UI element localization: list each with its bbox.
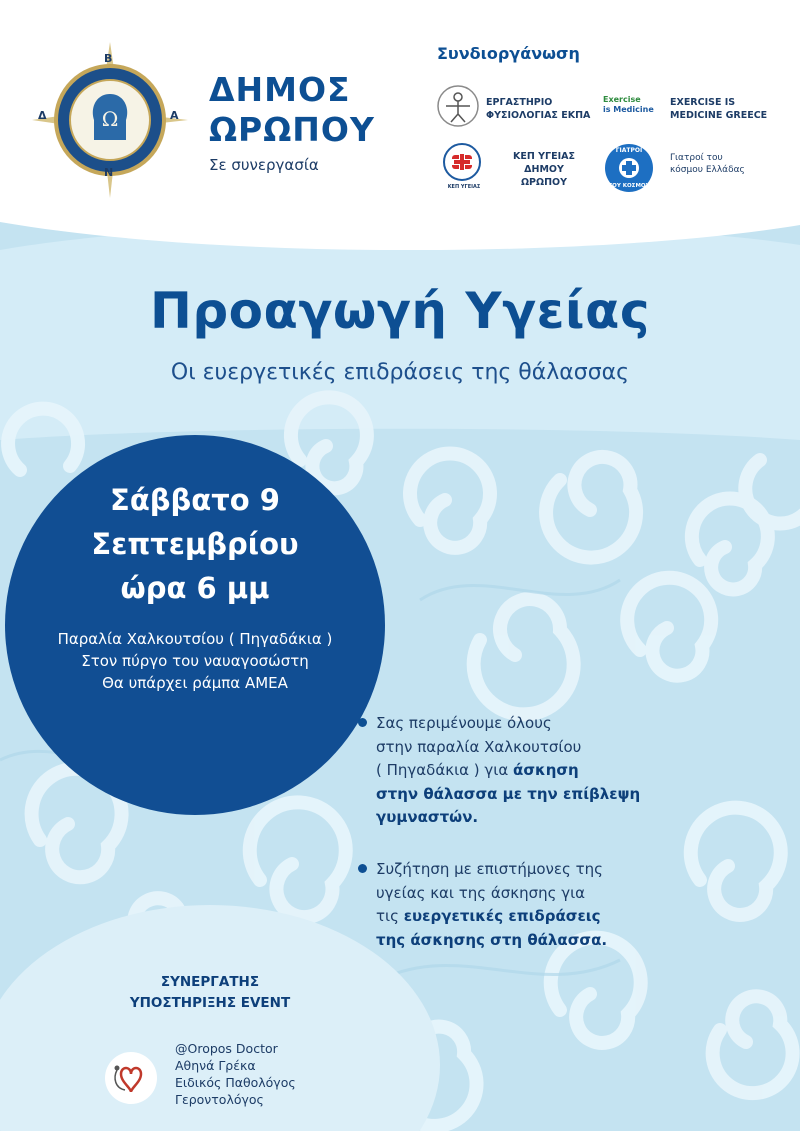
municipality-name-line1: ΔΗΜΟΣ: [209, 70, 351, 109]
bullet-line: [376, 712, 716, 736]
bullet-line-bold: άσκηση: [513, 761, 579, 779]
oropos-doctor-logo-icon: [103, 1050, 159, 1106]
sponsor-specialty-2: Γεροντολόγος: [175, 1092, 264, 1107]
event-day: Σάββατο 9: [110, 483, 280, 517]
event-time: ώρα 6 μμ: [120, 571, 270, 605]
partner-physiology-lab-text: [486, 96, 590, 122]
partner-line: ΔΗΜΟΥ ΩΡΩΠΟΥ: [520, 164, 568, 188]
doctors-logo-caption-2: [603, 183, 655, 190]
bullet-line: [376, 759, 716, 783]
partner-line: MEDICINE GREECE: [670, 110, 768, 121]
coorganization-title: Συνδιοργάνωση: [437, 44, 580, 63]
partner-line: κόσμου Ελλάδας: [670, 165, 745, 175]
sponsor-handle: @Oropos Doctor: [175, 1041, 278, 1056]
bullet-dot: [358, 718, 367, 727]
bullet-line: [376, 783, 716, 807]
bullet-line-bold: ευεργετικές επιδράσεις: [403, 907, 601, 925]
bullet-text: [376, 712, 716, 830]
bullet-line-plain: Συζήτηση με επιστήμονες της: [376, 860, 603, 878]
bullet-line-plain: στην παραλία Χαλκουτσίου: [376, 737, 582, 756]
partner-line: ΦΥΣΙΟΛΟΓΙΑΣ ΕΚΠΑ: [486, 110, 591, 121]
logo-word: Exercise: [603, 95, 641, 104]
seal-letter-left: Δ: [38, 109, 47, 122]
bullet-line-plain: τις: [376, 907, 404, 925]
logo-word: ΤΟΥ ΚΟΣΜΟΥ: [608, 183, 650, 189]
kep-logo-caption: [442, 184, 486, 190]
municipality-name-line2: ΩΡΩΠΟΥ: [209, 110, 375, 149]
event-location-line1: Παραλία Χαλκουτσίου ( Πηγαδάκια ): [57, 630, 333, 648]
event-location-line2: Στον πύργο του ναυαγοσώστη: [81, 652, 309, 670]
bullet-dot: [358, 864, 367, 873]
seal-letter-top: Β: [104, 52, 113, 65]
bullet-line-plain: υγείας και της άσκησης για: [376, 883, 586, 902]
sponsor-label-line: ΥΠΟΣΤΗΡΙΞΗΣ EVENT: [129, 995, 291, 1011]
event-location-line3: Θα υπάρχει ράμπα ΑΜΕΑ: [102, 674, 288, 692]
logo-word: ΥΓΕΙΑΣ: [460, 184, 481, 190]
bullet-line-bold: στην θάλασσα με την επίβλεψη: [376, 784, 641, 803]
partner-line: ΚΕΠ ΥΓΕΙΑΣ: [513, 151, 575, 162]
svg-text:Ω: Ω: [101, 107, 119, 131]
logo-word: ΓΙΑΤΡΟΙ: [615, 147, 643, 154]
partner-doctors-of-the-world-text: [670, 152, 745, 176]
physiology-lab-logo-icon: [436, 84, 480, 128]
sponsor-label-line: ΣΥΝΕΡΓΑΤΗΣ: [160, 974, 260, 990]
logo-word: is Medicine: [603, 105, 654, 114]
bullet-text: [376, 858, 716, 952]
bullet-line-bold: γυμναστών.: [376, 808, 479, 826]
sponsor-name: Αθηνά Γρέκα: [175, 1058, 256, 1073]
bullet-line: [376, 736, 716, 760]
poster-subtitle: Οι ευεργετικές επιδράσεις της θάλασσας: [170, 360, 630, 385]
sponsor-specialty: Ειδικός Παθολόγος: [175, 1075, 296, 1090]
sponsor-label: [100, 972, 320, 1014]
exercise-is-medicine-logo-icon: [603, 95, 659, 115]
logo-word: ΚΕΠ: [447, 184, 460, 190]
bullet-line: [376, 806, 716, 830]
bullet-line: [376, 858, 716, 882]
bullet-line: [376, 929, 716, 953]
bullet-line-plain: Σας περιμένουμε όλους: [376, 714, 552, 732]
bullet-line-plain: ( Πηγαδάκια ) για: [376, 761, 514, 779]
bullet-line: [376, 905, 716, 929]
partner-line: ΕΡΓΑΣΤΗΡΙΟ: [486, 97, 553, 108]
partner-kep-health-text: [504, 150, 584, 189]
in-cooperation-label: Σε συνεργασία: [209, 156, 319, 174]
seal-letter-bottom: Ν: [104, 166, 114, 179]
bullet-line: [376, 882, 716, 906]
partner-line: Γιατροί του: [670, 153, 723, 163]
sponsor-info: [175, 1040, 375, 1108]
kep-health-logo-icon: [438, 142, 486, 186]
event-date-circle: [5, 435, 385, 815]
partner-line: EXERCISE IS: [670, 97, 736, 108]
partner-exercise-is-medicine-text: [670, 96, 767, 122]
bullet-line-bold: της άσκησης στη θάλασσα.: [376, 930, 608, 949]
seal-letter-right: Α: [170, 109, 179, 122]
poster-title: Προαγωγή Υγείας: [150, 282, 650, 340]
doctors-logo-caption: [603, 147, 655, 154]
event-month: Σεπτεμβρίου: [91, 527, 299, 561]
